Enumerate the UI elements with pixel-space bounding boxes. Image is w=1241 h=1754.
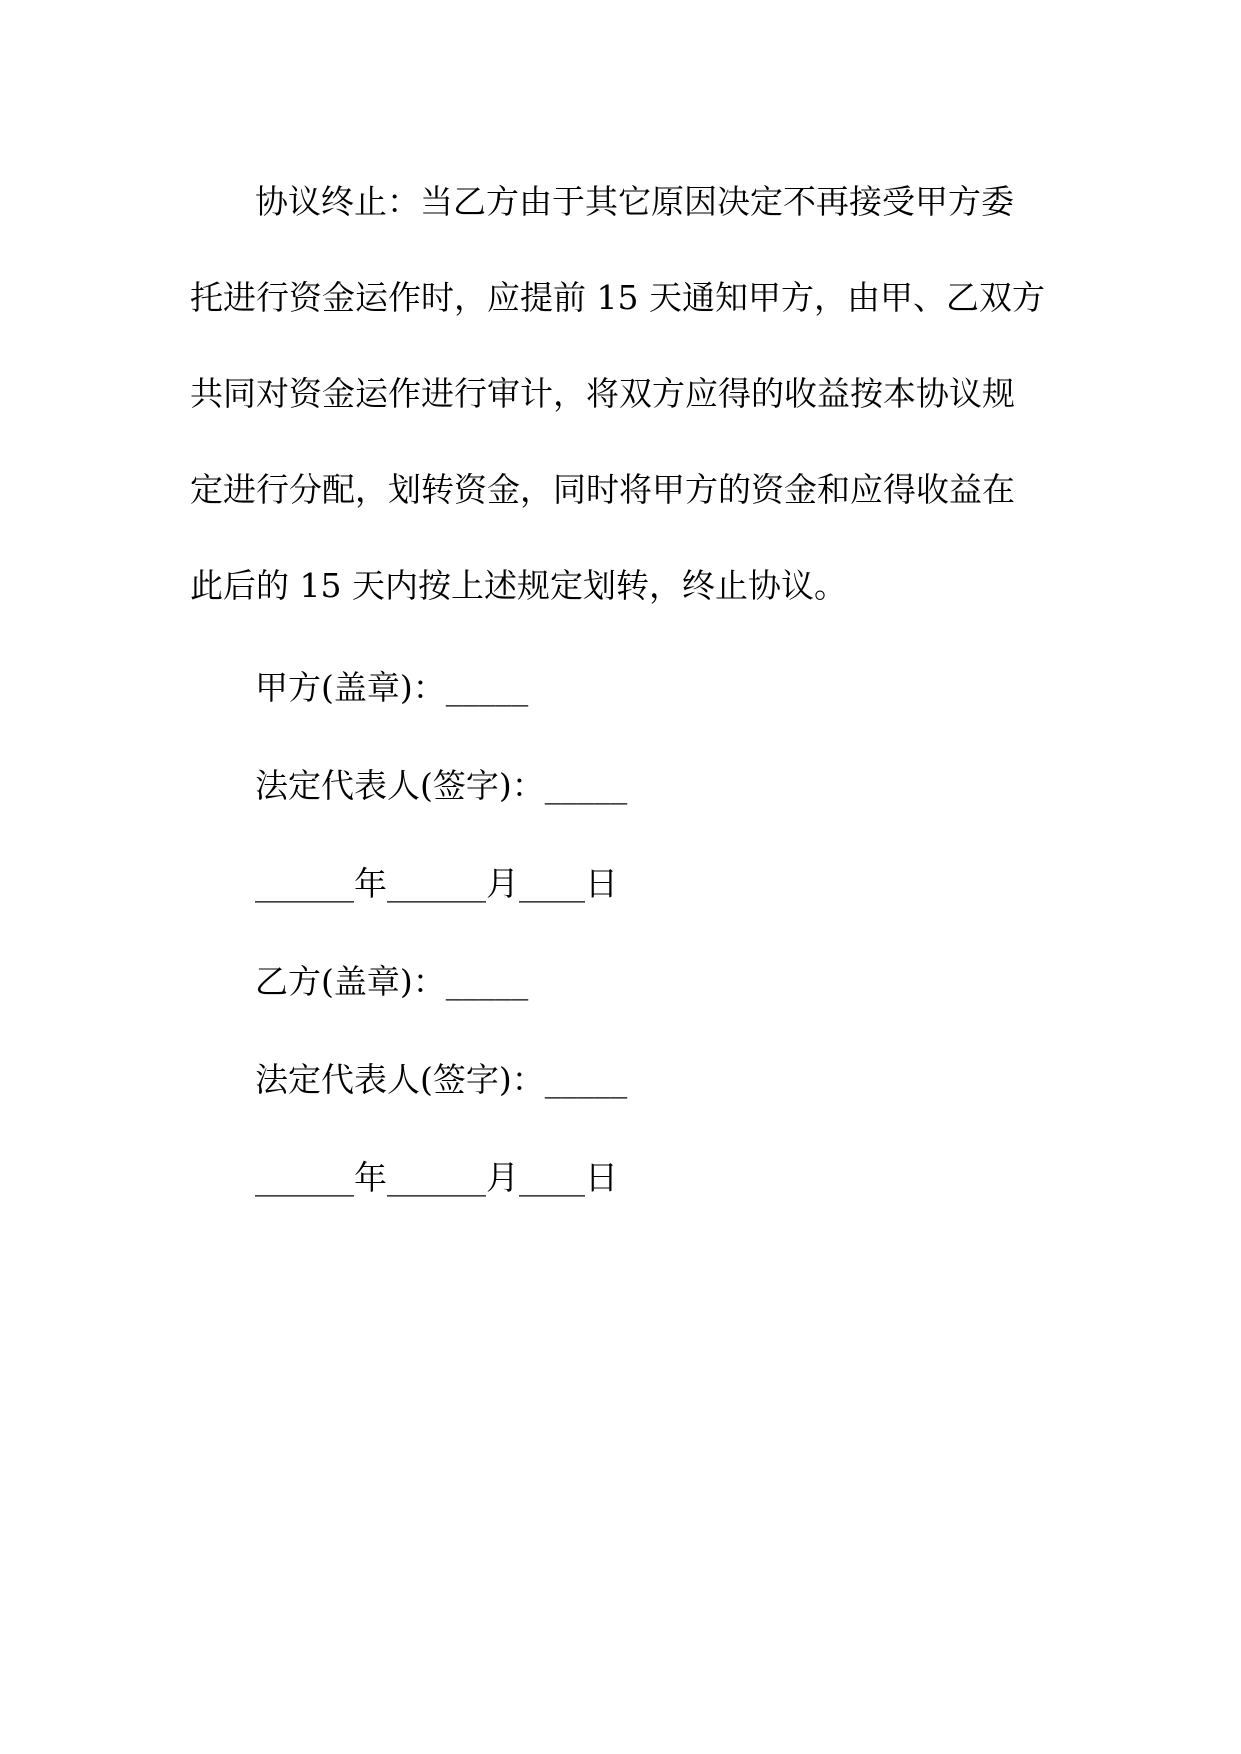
party-b-representative-line: 法定代表人(签字)：_____ — [255, 1060, 628, 1099]
paragraph-line-3: 共同对资金运作进行审计，将双方应得的收益按本协议规 — [190, 374, 1015, 413]
paragraph-line-5: 此后的 15 天内按上述规定划转，终止协议。 — [190, 566, 847, 605]
party-b-date-line: ______年______月____日 — [255, 1158, 618, 1197]
party-b-seal-line: 乙方(盖章)：_____ — [255, 962, 529, 1001]
party-a-seal-line: 甲方(盖章)：_____ — [255, 668, 529, 707]
paragraph-line-1: 协议终止：当乙方由于其它原因决定不再接受甲方委 — [255, 182, 1014, 221]
party-a-date-line: ______年______月____日 — [255, 864, 618, 903]
paragraph-line-4: 定进行分配，划转资金，同时将甲方的资金和应得收益在 — [190, 470, 1015, 509]
party-a-representative-line: 法定代表人(签字)：_____ — [255, 766, 628, 805]
paragraph-line-2: 托进行资金运作时，应提前 15 天通知甲方，由甲、乙双方 — [190, 278, 1045, 317]
